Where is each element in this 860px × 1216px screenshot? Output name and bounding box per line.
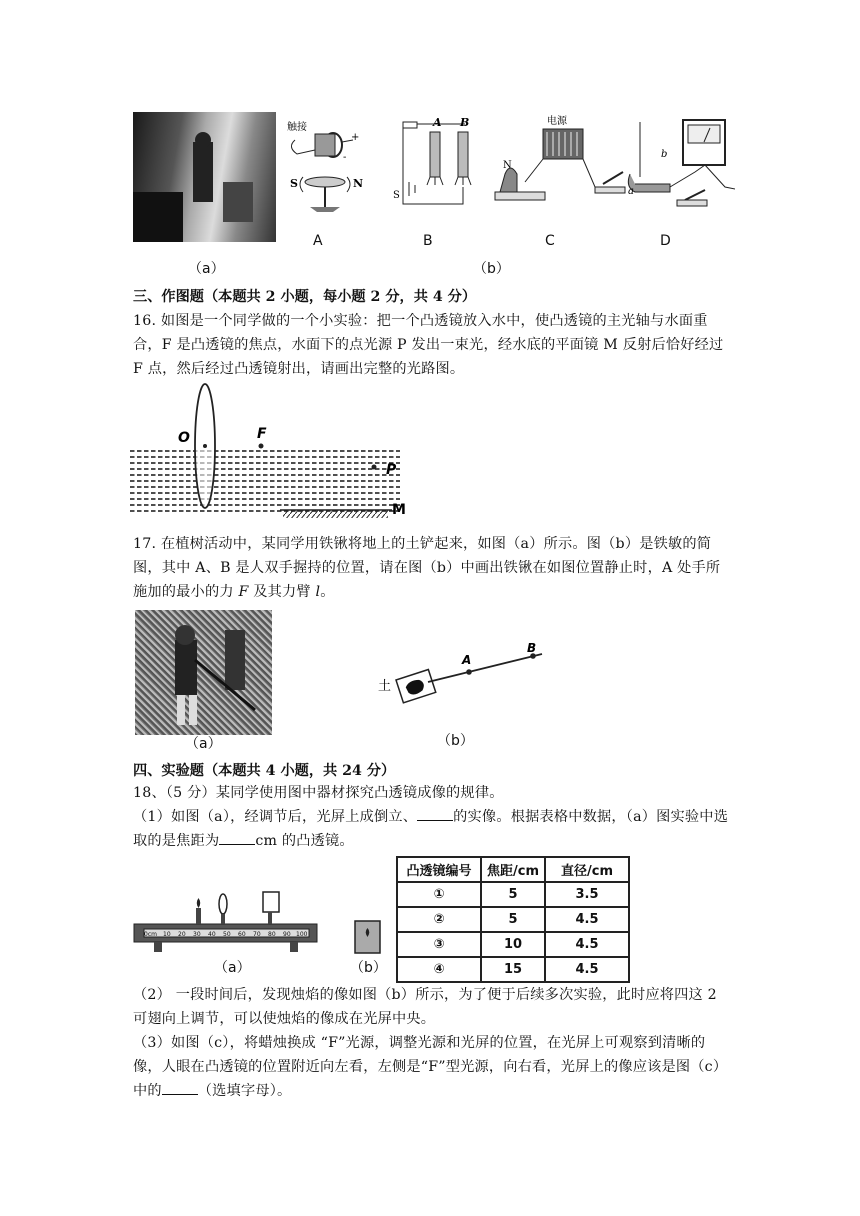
label-shovel-b: B [527, 641, 537, 655]
answer-blank-2[interactable] [219, 830, 255, 845]
q18-caption-b: （b） [350, 960, 387, 976]
table-row: ① 5 3.5 [397, 882, 629, 907]
svg-text:b: b [661, 149, 668, 160]
svg-text:-: - [343, 152, 347, 163]
label-p: P [386, 462, 397, 478]
table-row: ④ 15 4.5 [397, 957, 629, 982]
section-3-heading: 三、作图题（本题共 2 小题，每小题 2 分，共 4 分） [133, 289, 477, 305]
table-header-row [397, 857, 629, 882]
table-header-cell: 直径/cm [545, 857, 629, 882]
svg-text:90: 90 [283, 931, 291, 938]
table-header-cell: 焦距/cm [481, 857, 545, 882]
svg-text:80: 80 [268, 931, 276, 938]
label-f: F [257, 426, 267, 442]
q17-caption-a: （a） [185, 736, 222, 752]
top-label-c: C [545, 233, 555, 249]
svg-text:50: 50 [223, 931, 231, 938]
q17-caption-b: （b） [437, 733, 474, 749]
svg-text:S: S [290, 177, 298, 190]
question-18-part-1: （1）如图（a），经调节后，光屏上成倒立、 的实像。根据表格中数据，（a）图实验中选取的是焦距为 cm 的凸透镜。 [133, 805, 733, 853]
svg-text:A: A [433, 116, 442, 129]
label-touch: 触接 [287, 122, 307, 133]
cinema-photo [133, 112, 276, 242]
question-17-text: 17. 在植树活动中，某同学用铁锹将地上的土铲起来，如图（a）所示。图（b）是铁敏的简图，其中 A、B 是人双手握持的位置，请在图（b）中画出铁锹在如图位置静止时，A 处手所施加的最小的力 F 及其力臂 l。 [133, 536, 721, 600]
top-label-d: D [660, 233, 671, 249]
svg-text:N: N [503, 160, 512, 171]
svg-text:0cm: 0cm [144, 931, 157, 938]
svg-text:40: 40 [208, 931, 216, 938]
q17-shovel-figure [370, 640, 570, 720]
svg-text:70: 70 [253, 931, 261, 938]
svg-text:N: N [353, 177, 364, 190]
svg-text:20: 20 [178, 931, 186, 938]
table-header-cell: 凸透镜编号 [397, 857, 481, 882]
svg-text:100: 100 [296, 931, 308, 938]
top-figure-diagrams [285, 112, 735, 242]
svg-text:10: 10 [163, 931, 171, 938]
question-18-intro: 18、（5 分）某同学使用图中器材探究凸透镜成像的规律。 [133, 785, 504, 801]
svg-text:B: B [460, 116, 470, 129]
question-18-part-3: （3）如图（c），将蜡烛换成 “F”光源，调整光源和光屏的位置，在光屏上可观察到清晰的像，人眼在凸透镜的位置附近向左看，左侧是“F”型光源，向右看，光屏上的像应该是图（c）中的 （选填字母）。 [133, 1035, 728, 1099]
label-soil: 土 [378, 679, 392, 694]
svg-text:a: a [628, 186, 634, 197]
flame-image-figure [354, 920, 384, 955]
top-label-b: B [423, 233, 433, 249]
table-row: ② 5 4.5 [397, 907, 629, 932]
svg-text:60: 60 [238, 931, 246, 938]
answer-blank-1[interactable] [417, 806, 453, 821]
section-4-heading: 四、实验题（本题共 4 小题，共 24 分） [133, 763, 396, 779]
question-16-text: 16. 如图是一个同学做的一个小实验：把一个凸透镜放入水中，使凸透镜的主光轴与水面重合，F 是凸透镜的焦点，水面下的点光源 P 发出一束光，经水底的平面镜 M 反射后恰好经过 F 点，然后经过凸透镜射出，请画出完整的光路图。 [133, 313, 724, 377]
svg-text:电源: 电源 [547, 116, 567, 127]
svg-text:S: S [393, 190, 400, 201]
svg-text:30: 30 [193, 931, 201, 938]
label-m: M [392, 502, 406, 518]
top-label-a: A [313, 233, 323, 249]
table-row: ③ 10 4.5 [397, 932, 629, 957]
q16-lens-water-figure [130, 382, 420, 522]
top-caption-a: （a） [188, 261, 225, 277]
optical-bench-figure [130, 886, 320, 956]
shovel-photo [135, 610, 272, 735]
question-18-part-2: （2） 一段时间后，发现烛焰的像如图（b）所示，为了便于后续多次实验，此时应将四这 2 可翅向上调节，可以使烛焰的像成在光屏中央。 [133, 987, 717, 1027]
q18-caption-a: （a） [214, 960, 251, 976]
label-shovel-a: A [462, 653, 472, 667]
lens-data-table [396, 856, 630, 983]
answer-blank-3[interactable] [162, 1080, 198, 1095]
svg-text:+: + [351, 132, 360, 143]
top-caption-b: （b） [473, 261, 510, 277]
label-o: O [178, 430, 190, 446]
